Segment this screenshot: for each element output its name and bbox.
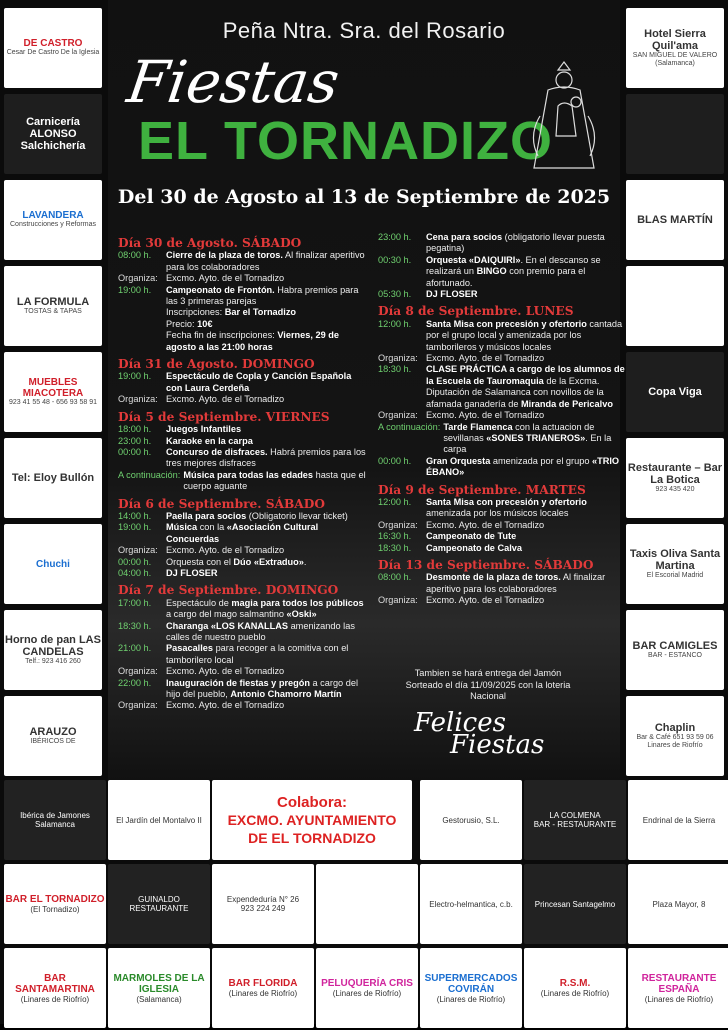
town-title: EL TORNADIZO: [138, 111, 554, 171]
sponsor-cell: [524, 780, 626, 860]
event-text: Espectáculo de magia para todos los públicos a cargo del mago salmantino «Oski»: [166, 597, 364, 620]
event-text: Karaoke en la carpa: [166, 435, 253, 446]
sponsor-ad: [626, 94, 724, 174]
event-text: Excmo. Ayto. de el Tornadizo: [166, 273, 285, 284]
program-event: [118, 470, 366, 493]
program-event: [378, 531, 626, 542]
sponsor-row-3: [0, 948, 728, 1030]
event-time: 17:00 h.: [118, 597, 152, 608]
event-time: 04:00 h.: [118, 567, 152, 578]
event-time: [118, 319, 166, 330]
day-title: Día 9 de Septiembre. MARTES: [378, 482, 586, 497]
event-time: 05:30 h.: [378, 289, 412, 300]
sponsor-detail: El Escorial Madrid: [646, 571, 704, 579]
sponsor-cell: [212, 864, 314, 944]
sponsor-ad: [626, 610, 724, 690]
right-sponsor-column: [626, 8, 724, 782]
sponsor-detail: Bar & Café 651 93 59 06 Linares de Riofrío: [636, 733, 714, 749]
event-text: Juegos Infantiles: [166, 424, 242, 435]
sponsor-detail: BAR - ESTANCO: [648, 651, 702, 659]
sponsor-ad: [626, 438, 724, 518]
event-text: Excmo. Ayto. de el Tornadizo: [426, 595, 545, 606]
event-text: Concurso de disfraces. Habrá premios para los tres mejores disfraces: [166, 446, 366, 469]
program-event: [118, 522, 366, 545]
event-time: Organiza:: [118, 394, 158, 405]
sponsor-name: ARAUZO: [29, 725, 77, 738]
program-event: [378, 497, 626, 520]
event-text: Música con la «Asociación Cultural Concuerdas: [166, 522, 319, 544]
event-time: 23:00 h.: [118, 435, 152, 446]
sponsor-cell: [4, 780, 106, 860]
program-event: [378, 289, 626, 300]
program-event: [378, 456, 626, 479]
program-event: [118, 330, 366, 353]
event-time: 18:30 h.: [118, 620, 152, 631]
program-event: [118, 394, 366, 405]
program-event: [118, 557, 366, 568]
sponsor-name: Chuchi: [36, 558, 70, 570]
sponsor-name: El Jardín del Montalvo II: [116, 815, 202, 825]
event-text: Excmo. Ayto. de el Tornadizo: [166, 545, 285, 556]
program-event: [118, 371, 366, 394]
sponsor-name: BLAS MARTÍN: [637, 214, 713, 226]
event-time: 19:00 h.: [118, 522, 152, 533]
event-time: 00:00 h.: [378, 455, 412, 466]
event-time: 16:30 h.: [378, 531, 412, 542]
fiestas-line: Fiestas: [450, 730, 545, 760]
event-time: 23:00 h.: [378, 232, 412, 242]
event-time: Organiza:: [118, 666, 158, 677]
program-event: [118, 643, 366, 666]
event-text: CLASE PRÁCTICA a cargo de los alumnos de la Escuela de Tauromaquia de la Excma. Diputación de Salamanca con novillos de la afamada ganadería de Miranda de Pericalvo: [426, 364, 625, 409]
program-event: [378, 595, 626, 606]
sponsor-name: BAR CAMIGLES: [632, 639, 718, 652]
sponsor-ad: [4, 610, 102, 690]
colabora-label: Colabora:: [276, 793, 347, 811]
event-text: Excmo. Ayto. de el Tornadizo: [426, 353, 545, 364]
sponsor-name: Endrinal de la Sierra: [642, 815, 716, 825]
sponsor-cell: [108, 780, 210, 860]
day-title: Día 30 de Agosto. SÁBADO: [118, 236, 302, 250]
program-event: [118, 424, 366, 435]
program-event: [378, 410, 626, 421]
sponsor-cell: [108, 948, 210, 1028]
sponsor-name: PELUQUERÍA CRIS: [321, 978, 413, 989]
sponsor-name: Carnicería ALONSO Salchichería: [20, 116, 86, 152]
sponsor-detail: RESTAURANTE: [129, 904, 189, 913]
event-text: Precio: 10€: [166, 318, 213, 329]
event-time: 00:30 h.: [378, 254, 412, 265]
sponsor-detail: (Linares de Riofrío): [20, 994, 90, 1004]
event-time: 14:00 h.: [118, 510, 152, 521]
sponsor-cell: [628, 948, 728, 1028]
program-event: [118, 511, 366, 522]
event-time: Organiza:: [118, 700, 158, 711]
event-time: Organiza:: [118, 545, 158, 556]
sponsor-ad: [4, 352, 102, 432]
sponsor-ad: [4, 180, 102, 260]
pena-title: Peña Ntra. Sra. del Rosario: [222, 18, 506, 43]
sponsor-detail: (Linares de Riofrío): [228, 989, 298, 998]
sponsor-name: Taxis Oliva Santa Martina: [629, 547, 721, 572]
program-event: [378, 319, 626, 353]
program-event: [118, 621, 366, 644]
event-text: DJ FLOSER: [426, 289, 478, 300]
sponsor-detail: (Linares de Riofrío): [540, 989, 610, 998]
event-text: Santa Misa con precesión y ofertorio amenizada por los músicos locales: [426, 496, 587, 519]
sponsor-ad: [4, 438, 102, 518]
sponsor-name: BAR SANTAMARTINA: [15, 972, 95, 995]
event-text: DJ FLOSER: [166, 567, 218, 578]
sponsor-ad: [626, 8, 724, 88]
sponsor-detail: Plaza Mayor, 8: [652, 899, 706, 909]
left-sponsor-column: [4, 8, 102, 782]
event-text: Excmo. Ayto. de el Tornadizo: [426, 519, 545, 530]
program-event: [378, 422, 626, 456]
event-text: Desmonte de la plaza de toros. Al finalizar aperitivo para los colaboradores: [426, 572, 606, 594]
sponsor-name: MUEBLES MIACOTERA: [22, 376, 84, 399]
sponsor-ad: [4, 696, 102, 776]
event-time: Organiza:: [378, 410, 418, 421]
event-time: 22:00 h.: [118, 677, 152, 688]
sponsor-detail: Construcciones y Reformas: [10, 221, 96, 229]
sponsor-detail: 923 41 55 48 - 656 93 58 91: [9, 398, 97, 406]
event-time: 18:30 h.: [378, 542, 412, 553]
sponsor-row-2: [0, 864, 728, 946]
sponsor-name: R.S.M.: [559, 978, 591, 989]
sponsor-cell: [316, 864, 418, 944]
fiestas-title: Fiestas: [123, 48, 344, 116]
sponsor-ad: [4, 94, 102, 174]
sponsor-name: SUPERMERCADOS COVIRÁN: [424, 972, 518, 995]
sponsor-detail: TOSTAS & TAPAS: [24, 307, 82, 315]
sponsor-detail: Cesar De Castro De la Iglesia: [6, 49, 100, 57]
event-text: Excmo. Ayto. de el Tornadizo: [166, 666, 285, 677]
sponsor-cell: [212, 948, 314, 1028]
day-title: Día 7 de Septiembre. DOMINGO: [118, 583, 339, 598]
colabora-box: [212, 780, 412, 860]
event-text: Paella para socios (Obligatorio llevar ticket): [166, 510, 348, 521]
sponsor-name: LA COLMENA: [549, 811, 601, 820]
event-text: Orquesta «DAIQUIRI». En el descanso se realizará un BINGO con premio para el afortunado.: [426, 254, 601, 288]
sponsor-name: BAR EL TORNADIZO: [5, 894, 105, 905]
festival-dates: Del 30 de Agosto al 13 de Septiembre de 2025: [117, 186, 611, 208]
program-panel: [108, 0, 625, 780]
felices-fiestas: [414, 708, 545, 760]
event-time: 18:30 h.: [378, 364, 412, 375]
colabora-line-3: DE EL TORNADIZO: [248, 829, 376, 846]
program-event: [118, 568, 366, 579]
sponsor-detail: SAN MIGUEL DE VALERO (Salamanca): [632, 51, 718, 67]
sponsor-ad: [4, 524, 102, 604]
event-text: Campeonato de Tute: [426, 531, 517, 542]
sponsor-cell: [628, 780, 728, 860]
event-text: Cena para socios (obligatorio llevar puesta pegatina): [426, 232, 605, 254]
program-event: [118, 307, 366, 318]
program-event: [118, 319, 366, 330]
sponsor-detail: 923 435 420: [655, 485, 695, 493]
day-title: Día 13 de Septiembre. SÁBADO: [378, 557, 594, 572]
sponsor-name: BAR FLORIDA: [228, 978, 298, 989]
event-text: Espectáculo de Copla y Canción Española con Laura Cerdeña: [166, 371, 352, 393]
program-event: [118, 678, 366, 701]
program-event: [118, 447, 366, 470]
virgin-illustration: [518, 56, 610, 176]
day-title: Día 31 de Agosto. DOMINGO: [118, 357, 315, 372]
program-event: [378, 543, 626, 554]
sponsor-name: LA FORMULA: [16, 295, 90, 308]
sponsor-name: Princesan Santagelmo: [534, 899, 616, 909]
sponsor-cell: [4, 864, 106, 944]
sponsor-detail: BAR - RESTAURANTE: [533, 820, 617, 829]
sponsor-cell: [4, 948, 106, 1028]
day-title: Día 6 de Septiembre. SÁBADO: [118, 496, 325, 511]
sponsor-detail: Salamanca: [34, 820, 76, 829]
sponsor-cell: [316, 948, 418, 1028]
program-event: [378, 353, 626, 364]
colabora-line-2: EXCMO. AYUNTAMIENTO: [227, 811, 397, 828]
program-event: [378, 232, 626, 255]
sponsor-cell: [524, 864, 626, 944]
event-time: Organiza:: [378, 595, 418, 606]
event-time: 12:00 h.: [378, 318, 412, 329]
event-text: Fecha fin de inscripciones: Viernes, 29 de agosto a las 21:00 horas: [166, 330, 339, 352]
sponsor-detail: IBÉRICOS DE: [30, 737, 76, 745]
sponsor-name: DE CASTRO: [23, 38, 83, 50]
sponsor-name: Restaurante – Bar La Botica: [627, 461, 723, 486]
sponsor-detail: Telf.: 923 416 260: [25, 657, 81, 665]
sponsor-detail: 923 224 249: [240, 904, 286, 913]
sponsor-name: Ibérica de Jamones: [20, 811, 90, 820]
program-event: [378, 520, 626, 531]
event-time: 08:00 h.: [378, 572, 412, 583]
event-text: Excmo. Ayto. de el Tornadizo: [166, 700, 285, 711]
sponsor-detail: (Linares de Riofrío): [436, 994, 506, 1004]
event-time: 21:00 h.: [118, 643, 152, 654]
sponsor-ad: [4, 266, 102, 346]
event-time: [118, 307, 166, 318]
event-time: [118, 330, 166, 353]
event-text: Orquesta con el Dúo «Extraduo».: [166, 556, 307, 567]
program-event: [118, 598, 366, 621]
program-event: [118, 545, 366, 556]
day-title: Día 8 de Septiembre. LUNES: [378, 304, 574, 319]
program-event: [118, 666, 366, 677]
felices-line: Felices: [414, 708, 506, 738]
sponsor-ad: [626, 352, 724, 432]
sponsor-name: Tel: Eloy Bullón: [11, 472, 95, 484]
sponsor-detail: (Linares de Riofrío): [644, 994, 714, 1004]
sponsor-cell: [108, 864, 210, 944]
event-time: 12:00 h.: [378, 496, 412, 507]
sponsor-detail: (Linares de Riofrío): [332, 989, 402, 998]
event-time: 08:00 h.: [118, 250, 152, 261]
event-time: 19:00 h.: [118, 371, 152, 382]
event-time: 18:00 h.: [118, 424, 152, 435]
sponsor-name: LAVANDERA: [22, 210, 84, 222]
sponsor-name: Expendeduría N° 26: [226, 895, 300, 904]
program-event: [378, 364, 626, 410]
sponsor-name: MARMOLES DE LA IGLESIA: [113, 972, 205, 995]
sponsor-name: Gestorusio, S.L.: [442, 815, 500, 825]
sponsor-ad: [626, 696, 724, 776]
sponsor-cell: [420, 780, 522, 860]
sponsor-ad: [626, 180, 724, 260]
event-text: Inscripciones: Bar el Tornadizo: [166, 307, 297, 318]
sponsor-ad: [4, 8, 102, 88]
sponsor-cell: [628, 864, 728, 944]
day-title: Día 5 de Septiembre. VIERNES: [118, 409, 330, 424]
sponsor-ad: [626, 524, 724, 604]
ham-raffle-note: Tambien se hará entrega del Jamón Sorteado el día 11/09/2025 con la loteria Nacional: [405, 668, 571, 701]
event-text: Santa Misa con precesión y ofertorio cantada por el grupo local y amenizada por los tamborileros y músicos locales: [426, 318, 623, 352]
sponsor-cell: [524, 948, 626, 1028]
event-time: Organiza:: [378, 519, 418, 530]
sponsor-name: Horno de pan LAS CANDELAS: [5, 633, 101, 658]
event-text: Campeonato de Calva: [426, 542, 522, 553]
event-time: A continuación:: [118, 469, 181, 480]
event-text: Música para todas las edades hasta que el cuerpo aguante: [183, 469, 366, 492]
sponsor-detail: (Salamanca): [136, 994, 182, 1004]
event-time: Organiza:: [378, 353, 418, 364]
event-text: Inauguración de fiestas y pregón a cargo del hijo del pueblo, Antonio Chamorro Martín: [166, 677, 358, 700]
event-time: Organiza:: [118, 273, 158, 284]
event-text: Gran Orquesta amenizada por el grupo «TRIO ÉBANO»: [426, 455, 620, 478]
sponsor-ad: [626, 266, 724, 346]
program-event: [378, 572, 626, 595]
program-event: [118, 250, 366, 273]
event-text: Cierre de la plaza de toros. Al finalizar aperitivo para los colaboradores: [166, 250, 365, 272]
sponsor-name: GUINALDO: [138, 895, 180, 904]
sponsor-name: Copa Viga: [648, 386, 702, 398]
event-text: Excmo. Ayto. de el Tornadizo: [426, 410, 545, 421]
event-time: A continuación:: [378, 421, 441, 432]
event-text: Tarde Flamenca con la actuacion de sevillanas «SONES TRIANEROS». En la carpa: [443, 421, 612, 455]
sponsor-name: Electro-helmantica, c.b.: [429, 899, 513, 909]
event-time: 00:00 h.: [118, 556, 152, 567]
program-event: [118, 285, 366, 308]
event-text: Campeonato de Frontón. Habra premios para las 3 primeras parejas: [166, 284, 359, 307]
event-text: Pasacalles para recoger a la comitiva con el tamborilero local: [166, 643, 349, 665]
sponsor-name: Chaplin: [654, 721, 696, 734]
event-text: Charanga «LOS KANALLAS amenizando las calles de nuestro pueblo: [166, 620, 355, 642]
program-event: [378, 255, 626, 289]
sponsor-name: Hotel Sierra Quil'ama: [644, 27, 706, 52]
sponsor-cell: [420, 948, 522, 1028]
event-text: Excmo. Ayto. de el Tornadizo: [166, 394, 285, 405]
program-right-column: [378, 232, 626, 607]
program-left-column: [118, 232, 366, 712]
program-event: [118, 436, 366, 447]
sponsor-cell: [420, 864, 522, 944]
sponsor-name: RESTAURANTE ESPAÑA: [641, 972, 717, 995]
sponsor-row-1: [0, 780, 728, 862]
program-event: [118, 700, 366, 711]
sponsor-detail: (El Tornadizo): [30, 905, 80, 914]
event-time: 00:00 h.: [118, 446, 152, 457]
event-time: 19:00 h.: [118, 284, 152, 295]
program-event: [118, 273, 366, 284]
